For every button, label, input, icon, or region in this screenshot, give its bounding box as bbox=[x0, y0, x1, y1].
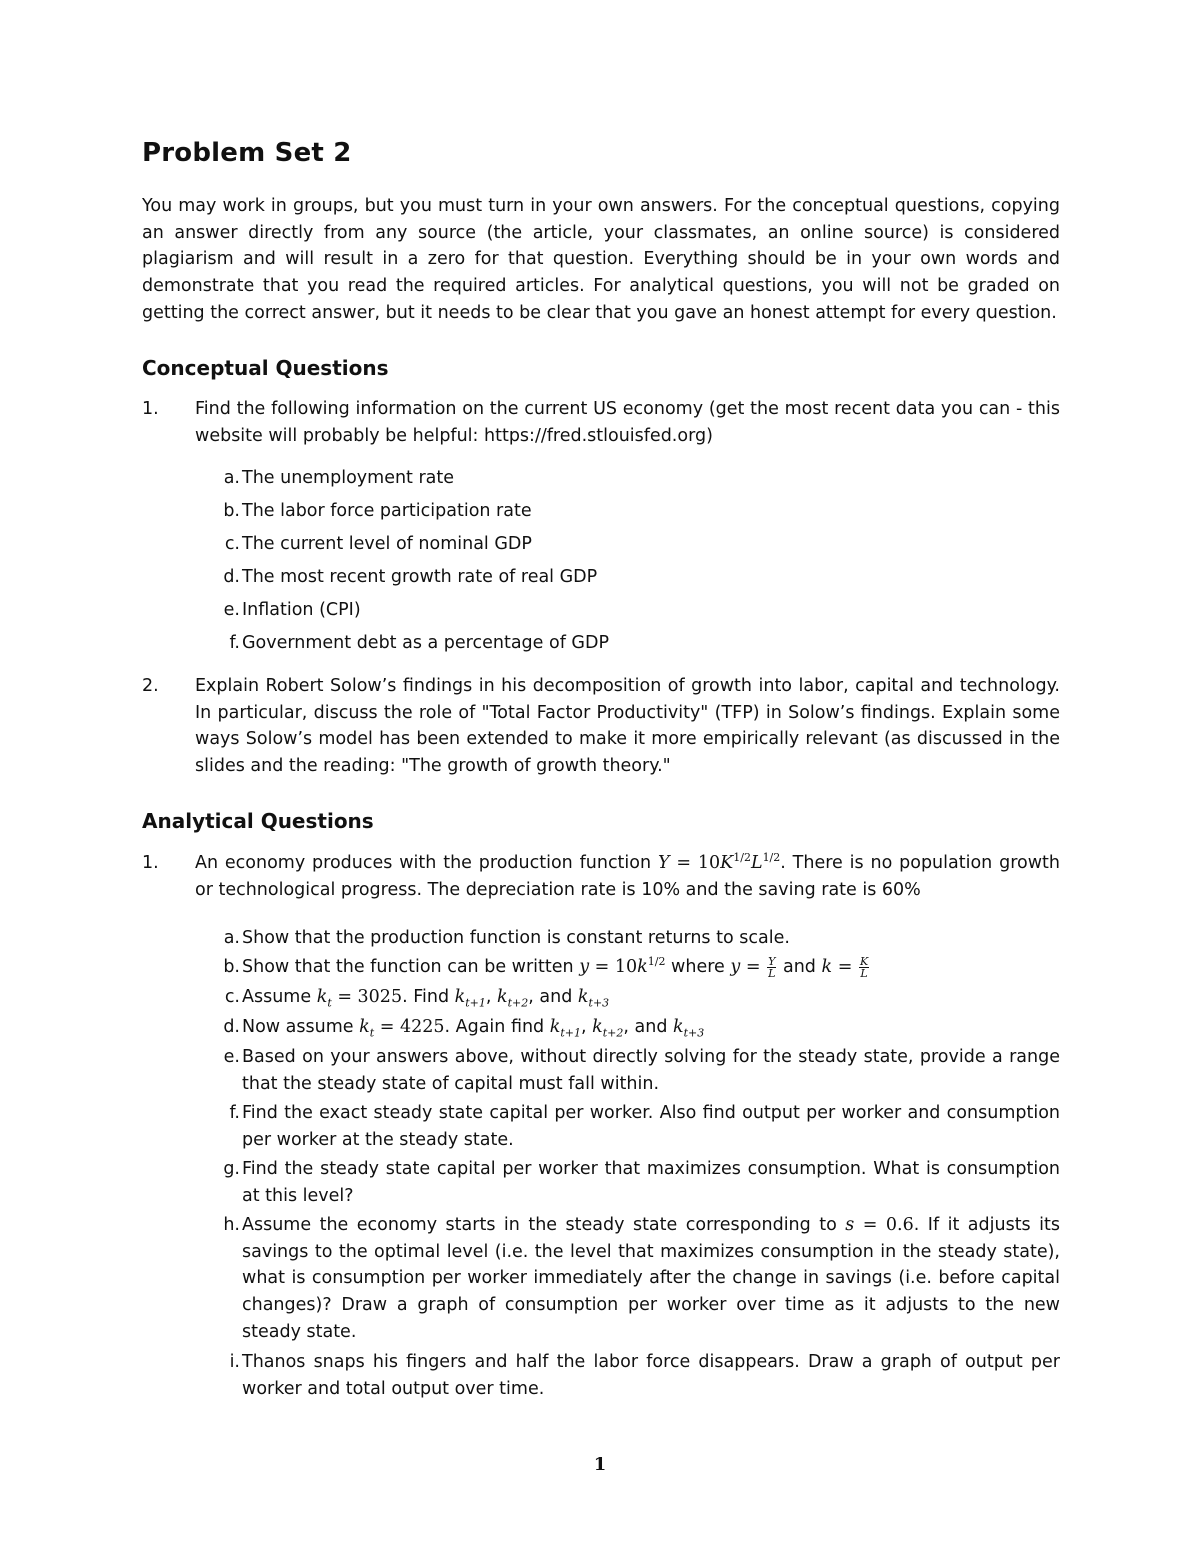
math-var: K bbox=[720, 853, 734, 873]
list-item bbox=[214, 1014, 1060, 1041]
item-text: The labor force participation rate bbox=[242, 501, 532, 521]
math-sub: t+2 bbox=[602, 1026, 624, 1040]
math-var: k bbox=[359, 1017, 370, 1037]
math-sub: t bbox=[327, 996, 332, 1010]
list-item bbox=[214, 630, 1060, 657]
conceptual-question-1 bbox=[142, 396, 1060, 449]
document-title: Problem Set 2 bbox=[142, 138, 352, 168]
math-var: k bbox=[592, 1017, 603, 1037]
item-text: Assume $k_t = 3025$. Find $k_{t+1}$, $k_{t+2}$, and $k_{t+3}$ bbox=[242, 987, 610, 1010]
math-var: k bbox=[821, 957, 833, 977]
math-exp: 1/2 bbox=[733, 851, 751, 865]
item-text: The unemployment rate bbox=[242, 468, 455, 488]
math-op: = bbox=[745, 957, 761, 977]
list-item bbox=[214, 925, 1060, 952]
item-label: d. bbox=[223, 1017, 240, 1037]
item-text: Inflation (CPI) bbox=[242, 600, 361, 620]
list-item bbox=[214, 465, 1060, 492]
question-text: Find the following information on the current US economy (get the most recent data you can - this website will probably be helpful: https://fred.stlouisfed.org) bbox=[195, 399, 1060, 446]
item-label: e. bbox=[223, 1047, 240, 1067]
list-item bbox=[214, 984, 1060, 1011]
question-number: 2. bbox=[142, 676, 159, 696]
item-label: e. bbox=[223, 600, 240, 620]
math-var: y bbox=[730, 957, 741, 977]
text-segment: An economy produces with the production function bbox=[195, 853, 652, 873]
math-var: y bbox=[579, 957, 590, 977]
item-text: The most recent growth rate of real GDP bbox=[242, 567, 598, 587]
math-var: L bbox=[750, 853, 763, 873]
fraction-denominator: L bbox=[860, 966, 868, 980]
intro-paragraph: You may work in groups, but you must turn in your own answers. For the conceptual questions, copying an answer directly from any source (the article, your classmates, an online source) is considered plagiarism and will result in a zero for that question. Everything should be in your own words and demonstrate that you read the required articles. For analytical questions, you will not be graded on getting the correct answer, but it needs to be clear that you gave an honest attempt for every question. bbox=[142, 196, 1060, 323]
list-item bbox=[214, 1156, 1060, 1209]
math-exp: 1/2 bbox=[762, 851, 781, 865]
math-op: = 3025 bbox=[337, 987, 403, 1007]
list-item bbox=[214, 954, 1060, 981]
math-var: s bbox=[845, 1215, 855, 1235]
math-var: k bbox=[577, 987, 589, 1007]
text-segment: and bbox=[782, 957, 816, 977]
item-label: d. bbox=[223, 567, 240, 587]
item-text: The current level of nominal GDP bbox=[242, 534, 532, 554]
text-segment: . Find bbox=[402, 987, 450, 1007]
item-text bbox=[242, 954, 1060, 981]
item-label: h. bbox=[223, 1215, 240, 1235]
list-item bbox=[214, 1100, 1060, 1153]
item-text: Find the steady state capital per worker that maximizes consumption. What is consumption at this level? bbox=[242, 1159, 1060, 1206]
math-sub: t+2 bbox=[507, 996, 529, 1010]
math-op: = bbox=[837, 957, 853, 977]
item-label: b. bbox=[223, 501, 240, 521]
fraction-denominator: L bbox=[768, 966, 776, 980]
math-sub: t+1 bbox=[465, 996, 486, 1010]
item-label: a. bbox=[223, 928, 240, 948]
math-sub: t bbox=[369, 1026, 375, 1040]
list-item bbox=[214, 531, 1060, 558]
text-segment: Assume bbox=[242, 987, 312, 1007]
text-segment: where bbox=[671, 957, 725, 977]
math-op: = 4225 bbox=[379, 1017, 445, 1037]
text-segment: Now assume bbox=[242, 1017, 354, 1037]
math-var: k bbox=[454, 987, 466, 1007]
item-label: i. bbox=[229, 1352, 240, 1372]
item-text bbox=[242, 1212, 1060, 1346]
list-item bbox=[214, 1349, 1060, 1402]
conceptual-question-2 bbox=[142, 673, 1060, 780]
math-sub: t+1 bbox=[560, 1026, 581, 1040]
item-label: b. bbox=[223, 957, 240, 977]
item-label: a. bbox=[223, 468, 240, 488]
math-op: = 0.6 bbox=[862, 1215, 914, 1235]
question-number: 1. bbox=[142, 853, 159, 873]
math-var: k bbox=[673, 1017, 684, 1037]
analytical-heading: Analytical Questions bbox=[142, 809, 374, 833]
math-fraction bbox=[767, 956, 776, 979]
item-label: c. bbox=[224, 987, 240, 1007]
fraction-numerator: Y bbox=[768, 954, 776, 968]
math-op: = 10 bbox=[676, 853, 721, 873]
item-label: g. bbox=[223, 1159, 240, 1179]
list-item bbox=[214, 1212, 1060, 1346]
math-var: k bbox=[497, 987, 508, 1007]
question-text: Explain Robert Solow’s findings in his decomposition of growth into labor, capital and technology. In particular, discuss the role of "Total Factor Productivity" (TFP) in Solow’s findings. Explain some ways Solow’s model has been extended to make it more empirically relevant (as discussed in the slides and the reading: "The growth of growth theory." bbox=[195, 676, 1060, 777]
fraction-numerator: K bbox=[859, 954, 869, 968]
math-sub: t+3 bbox=[683, 1026, 705, 1040]
math-var: k bbox=[549, 1017, 561, 1037]
item-text: Government debt as a percentage of GDP bbox=[242, 633, 610, 653]
math-sub: t+3 bbox=[588, 996, 610, 1010]
list-item bbox=[214, 498, 1060, 525]
text-segment: . If it adjusts its savings to the optimal level (i.e. the level that maximizes consumption in the steady state), what is consumption per worker immediately after the change in savings (i.e. before capital changes)? Draw a graph of consumption per worker over time as it adjusts to the new steady state. bbox=[242, 1215, 1060, 1342]
text-segment: . There is no population growth or technological progress. The depreciation rate is 10% and the saving rate is 60% bbox=[195, 853, 1060, 900]
item-label: c. bbox=[224, 534, 240, 554]
conceptual-heading: Conceptual Questions bbox=[142, 356, 389, 380]
math-fraction bbox=[859, 956, 869, 979]
item-label: f. bbox=[229, 1103, 240, 1123]
analytical-question-1 bbox=[142, 850, 1060, 903]
page-number: 1 bbox=[593, 1454, 607, 1475]
text-segment: Assume the economy starts in the steady state corresponding to bbox=[242, 1215, 837, 1235]
list-item bbox=[214, 1044, 1060, 1097]
list-item bbox=[214, 564, 1060, 591]
item-text: Now assume $k_t = 4225$. Again find $k_{t+1}$, $k_{t+2}$, and $k_{t+3}$ bbox=[242, 1017, 705, 1040]
text-segment: . Again find bbox=[444, 1017, 545, 1037]
item-text: Based on your answers above, without directly solving for the steady state, provide a range that the steady state of capital must fall within. bbox=[242, 1047, 1060, 1094]
math-op: = 10 bbox=[594, 957, 638, 977]
item-text: Show that the production function is constant returns to scale. bbox=[242, 928, 790, 948]
math-exp: 1/2 bbox=[647, 955, 666, 969]
item-text: Thanos snaps his fingers and half the labor force disappears. Draw a graph of output per worker and total output over time. bbox=[242, 1352, 1060, 1399]
list-item bbox=[214, 597, 1060, 624]
question-text bbox=[195, 850, 1060, 903]
text-segment: , and bbox=[528, 987, 573, 1007]
math-var: k bbox=[316, 987, 328, 1007]
math-var: Y bbox=[657, 853, 670, 873]
text-segment: , and bbox=[623, 1017, 668, 1037]
item-text: Find the exact steady state capital per worker. Also find output per worker and consumption per worker at the steady state. bbox=[242, 1103, 1060, 1150]
math-var: k bbox=[637, 957, 648, 977]
question-number: 1. bbox=[142, 399, 159, 419]
item-label: f. bbox=[229, 633, 240, 653]
text-segment: Show that the function can be written bbox=[242, 957, 574, 977]
